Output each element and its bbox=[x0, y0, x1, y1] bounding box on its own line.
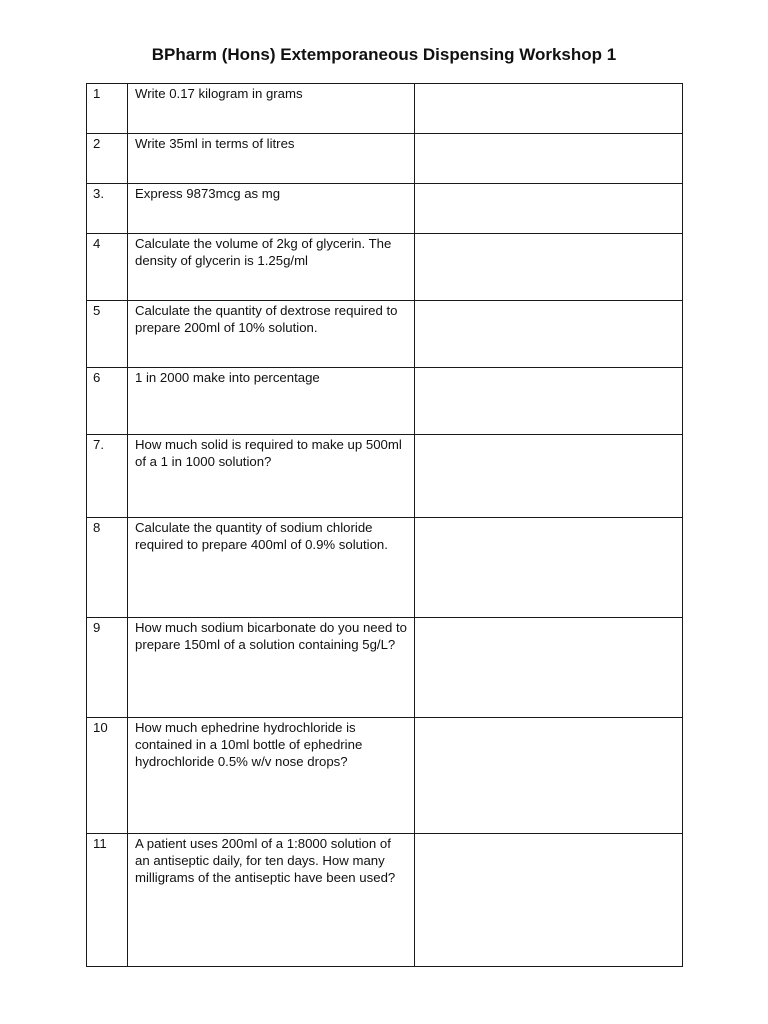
question-number: 5 bbox=[87, 301, 128, 368]
table-row bbox=[87, 234, 683, 301]
question-number: 9 bbox=[87, 618, 128, 718]
question-text: How much solid is required to make up 500ml of a 1 in 1000 solution? bbox=[128, 435, 415, 518]
worksheet-table bbox=[86, 83, 683, 967]
table-row bbox=[87, 435, 683, 518]
answer-cell[interactable] bbox=[415, 368, 683, 435]
question-number: 3. bbox=[87, 184, 128, 234]
question-number: 4 bbox=[87, 234, 128, 301]
answer-cell[interactable] bbox=[415, 301, 683, 368]
page-title: BPharm (Hons) Extemporaneous Dispensing Workshop 1 bbox=[151, 45, 617, 64]
answer-cell[interactable] bbox=[415, 84, 683, 134]
question-number: 11 bbox=[87, 834, 128, 967]
question-text: Express 9873mcg as mg bbox=[128, 184, 415, 234]
question-text: Calculate the volume of 2kg of glycerin. The density of glycerin is 1.25g/ml bbox=[128, 234, 415, 301]
table-row bbox=[87, 834, 683, 967]
answer-cell[interactable] bbox=[415, 134, 683, 184]
question-number: 2 bbox=[87, 134, 128, 184]
table-row bbox=[87, 84, 683, 134]
question-number: 1 bbox=[87, 84, 128, 134]
answer-cell[interactable] bbox=[415, 234, 683, 301]
table-row bbox=[87, 301, 683, 368]
answer-cell[interactable] bbox=[415, 834, 683, 967]
table-row bbox=[87, 618, 683, 718]
question-number: 8 bbox=[87, 518, 128, 618]
answer-cell[interactable] bbox=[415, 518, 683, 618]
question-number: 7. bbox=[87, 435, 128, 518]
question-number: 6 bbox=[87, 368, 128, 435]
table-row bbox=[87, 368, 683, 435]
table-row bbox=[87, 518, 683, 618]
question-text: Write 35ml in terms of litres bbox=[128, 134, 415, 184]
question-text: How much sodium bicarbonate do you need to prepare 150ml of a solution containing 5g/L? bbox=[128, 618, 415, 718]
table-row bbox=[87, 134, 683, 184]
question-text: Calculate the quantity of dextrose required to prepare 200ml of 10% solution. bbox=[128, 301, 415, 368]
answer-cell[interactable] bbox=[415, 718, 683, 834]
question-number: 10 bbox=[87, 718, 128, 834]
question-text: 1 in 2000 make into percentage bbox=[128, 368, 415, 435]
answer-cell[interactable] bbox=[415, 184, 683, 234]
question-text: Write 0.17 kilogram in grams bbox=[128, 84, 415, 134]
table-row bbox=[87, 718, 683, 834]
answer-cell[interactable] bbox=[415, 435, 683, 518]
question-text: How much ephedrine hydrochloride is contained in a 10ml bottle of ephedrine hydrochloride 0.5% w/v nose drops? bbox=[128, 718, 415, 834]
question-text: Calculate the quantity of sodium chloride required to prepare 400ml of 0.9% solution. bbox=[128, 518, 415, 618]
table-row bbox=[87, 184, 683, 234]
answer-cell[interactable] bbox=[415, 618, 683, 718]
question-text: A patient uses 200ml of a 1:8000 solution of an antiseptic daily, for ten days. How many milligrams of the antiseptic have been used? bbox=[128, 834, 415, 967]
